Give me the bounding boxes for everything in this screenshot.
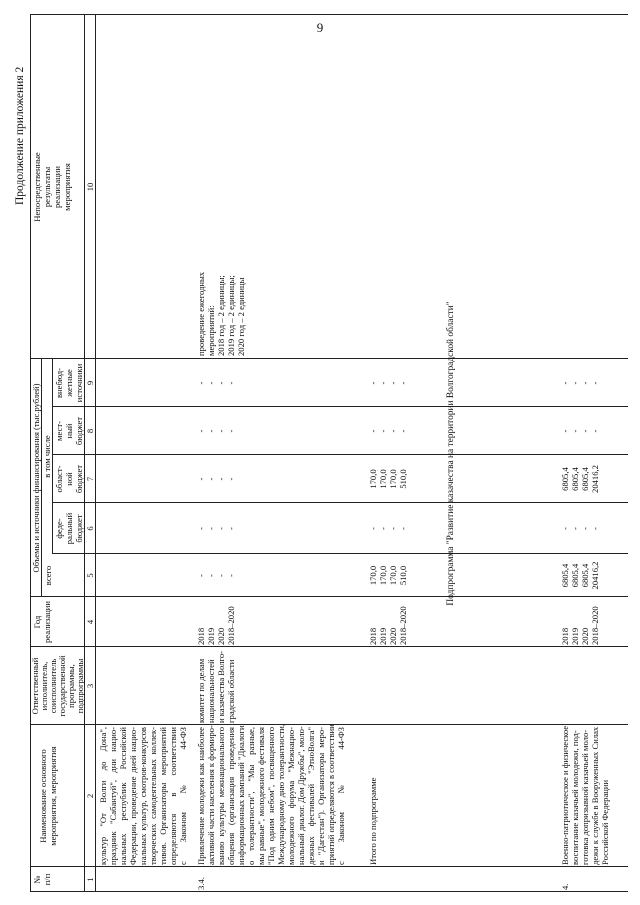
row-4-local-line: - [570,429,580,433]
prev-row-name-line: творческих самодеятельных коллек- [148,727,158,865]
row-4-extra-line: - [570,381,580,385]
row-34-name-line: молодежного форума "Межнацио- [286,727,296,865]
rule [95,724,628,725]
header-year [32,597,52,647]
row-4-name-line: Российской Федерации [600,779,610,865]
row-34-result-line: 2020 год – 2 единицы [236,277,246,356]
row-34-local-line: - [216,429,226,433]
row-34-years-line: 2019 [206,627,216,645]
total-row-extra [368,359,408,407]
subprogram-title: Подпрограмма "Развитие казачества на территории Волгоградской области" [446,301,456,606]
row-4-extra-line: - [560,381,570,385]
column-number-1: 1 [85,877,95,882]
row-34-responsible-line: национальностей [206,659,216,723]
total-row-regional-line: 170,0 [378,469,388,489]
total-row-total-line: 170,0 [378,565,388,586]
row-34-responsible-line: комитет по делам [196,658,206,723]
header-responsible [31,647,85,725]
total-row-extra-line: - [378,381,388,385]
header-num-line: п/п [42,873,52,886]
row-34-name-line: общения (организация проведения [226,727,236,865]
header-federal-line: ральный [64,512,74,545]
total-row-local-line: - [378,429,388,433]
row-34-total-line: - [196,574,206,577]
row-4-total [560,554,600,597]
row-4-regional [560,455,600,503]
rule [95,14,628,15]
row-34-name-line: о толерантности", "Мы разные, [246,727,256,865]
total-row-regional-line: 170,0 [368,469,378,489]
header-local-line: ный [64,423,74,439]
row-34-result-line: проведение ежегодных [196,271,206,356]
row-4-name [560,727,610,865]
header-result-line: реализации [52,166,62,208]
total-row-regional [368,455,408,503]
row-34-local [196,407,236,455]
header-including: в том числе [42,435,52,478]
row-4-years-line: 2020 [580,627,590,645]
total-row-total-line: 510,0 [398,565,408,586]
row-34-total-line: - [206,574,216,577]
row-34-name-line: информационных кампаний "Диалоги [236,725,246,865]
header-volume: Объемы и источники финансирования (тыс.рублей) [31,383,41,573]
column-number-2: 2 [85,793,95,799]
header-federal-line: бюджет [74,514,84,543]
row-34-federal-line: - [196,527,206,530]
header-local [54,407,84,455]
header-federal-line: феде- [54,518,64,539]
prev-row-name-line: нальных культур, смотров-конкурсов [138,727,148,865]
prev-row-name [98,727,188,865]
total-row-local-line: - [388,429,398,433]
header-name [38,725,58,867]
header-responsible-line: Ответственный [30,657,40,715]
column-number-5: 5 [85,573,95,578]
row-34-regional-line: - [216,477,226,481]
column-number-3: 3 [85,683,95,689]
header-total: всего [43,565,53,586]
header-regional-line: бюджет [74,464,84,494]
total-row-years-line: 2020 [388,627,398,645]
row-34-years-line: 2020 [216,627,226,645]
header-responsible-line: подпрограммы [75,658,85,714]
row-34-name-line: Международному дню толерантности, [276,723,286,865]
total-row-extra-line: - [398,381,408,385]
row-4-local-line: - [580,429,590,433]
header-responsible-line: программы, [66,664,76,708]
row-4-total-line: 6805,4 [580,563,590,588]
header-result-line: результаты [42,166,52,208]
row-34-name-line: дежных фестивалей "ЭтноВолга" [306,727,316,865]
prev-row-name-line: праздник "Сабантуй", дни нацио- [108,727,118,865]
header-result [32,15,72,359]
row-34-regional-line: - [196,477,206,481]
header-year-line: реализации [42,601,52,643]
row-34-federal-line: - [206,527,216,530]
header-extra-line: источники [74,363,84,403]
header-responsible-line: государственной [57,655,67,717]
total-row-total [368,554,408,597]
header-extra-line: жетные [64,369,74,397]
total-row-local-line: - [398,429,408,433]
row-4-years-line: 2018–2020 [590,606,600,645]
row-4-total-line: 6805,4 [570,563,580,588]
total-row-federal-line: - [378,527,388,530]
header-local-line: бюджет [74,416,84,446]
row-4-extra-line: - [580,381,590,385]
row-34-regional-line: - [226,477,236,481]
column-number-9: 9 [85,380,95,386]
row-4-years [560,599,600,645]
row-34-total-line: - [226,574,236,577]
column-number-6: 6 [85,526,95,531]
row-34-result-line: 2018 год – 2 единицы; [216,275,226,356]
row-34-name-line: и "Дагестан"). Организаторы меро- [316,727,326,865]
header-regional-line: ной [64,472,74,486]
row-4-regional-line: 6805,4 [580,467,590,491]
continuation-label: Продолжение приложения 2 [14,66,26,205]
row-34-responsible [196,649,236,723]
total-row-years-line: 2018–2020 [398,606,408,645]
row-34-regional [196,455,236,503]
row-34-federal-line: - [216,527,226,530]
header-federal [54,503,84,554]
row-4-local-line: - [590,429,600,433]
rule [95,553,628,554]
row-34-total [196,554,236,597]
rule [95,454,628,455]
total-row-federal-line: - [388,527,398,530]
row-4-name-line: готовка допризывной казачьей моло- [580,729,590,865]
rule [95,596,628,597]
total-row-name: Итого по подпрограмме [368,777,378,865]
row-34-local-line: - [226,429,236,433]
row-34-federal-line: - [226,527,236,530]
total-row-federal [368,503,408,554]
row-4-federal-line: - [580,527,590,530]
row-4-regional-line: 20416,2 [590,465,600,493]
row-34-federal [196,503,236,554]
prev-row-name-line: тивов. Организаторы мероприятий [158,727,168,865]
rule [95,646,628,647]
rule [95,866,628,867]
row-34-name [196,723,346,865]
row-34-name-line: с Законом № 44-ФЗ [336,727,346,865]
total-row-regional-line: 510,0 [398,469,408,489]
row-4-name-line: воспитание казачьей молодежи, под- [570,730,580,865]
row-34-years-line: 2018 [196,627,206,645]
total-row-local [368,407,408,455]
total-row-years-line: 2018 [368,627,378,645]
row-34-result-line: 2019 год – 2 единицы; [226,275,236,356]
row-34-extra [196,359,236,407]
prev-row-name-line: определяются в соответствии [168,727,178,865]
row-34-local-line: - [196,429,206,433]
header-result-line: мероприятия [62,163,72,211]
row-34-extra-line: - [206,381,216,385]
row-4-name-line: Военно-патриотическое и физическое [560,725,570,865]
prev-row-name-line: культур "От Волги до Дона", [98,727,108,865]
total-row-federal-line: - [368,527,378,530]
row-4-federal-line: - [570,527,580,530]
total-row-extra-line: - [368,381,378,385]
total-row-total-line: 170,0 [388,565,398,586]
row-34-name-line: мы равные", молодежного фестиваля [256,727,266,865]
row-4-num: 4. [560,883,570,890]
row-34-extra-line: - [196,381,206,385]
header-responsible-line: соисполнитель [48,658,58,714]
total-row-federal-line: - [398,527,408,530]
column-number-8: 8 [85,428,95,434]
header-name-line: Наименование основного [38,749,48,843]
row-4-federal-line: - [590,527,600,530]
total-row-regional-line: 170,0 [388,469,398,489]
row-4-regional-line: 6805,4 [560,467,570,491]
row-4-total-line: 6805,4 [560,563,570,588]
row-34-name-line: приятий определяются в соответствии [326,724,336,865]
row-4-federal [560,503,600,554]
row-34-name-line: нальный диалог. Дом Дружбы", моло- [296,726,306,865]
rule [95,406,628,407]
prev-row-name-line: нальных республик Российской [118,727,128,865]
row-34-local-line: - [206,429,216,433]
row-4-years-line: 2019 [570,627,580,645]
header-regional [54,455,84,503]
row-34-result [196,18,246,356]
prev-row-name-line: с Законом № 44-ФЗ [178,727,188,865]
row-34-name-line: активной части населения к формиро- [206,725,216,865]
header-extra [54,359,84,407]
total-row-years-line: 2019 [378,627,388,645]
row-4-federal-line: - [560,527,570,530]
row-4-local [560,407,600,455]
row-4-name-line: дежи к службе в Вооруженных Силах [590,726,600,865]
header-num-line: № [32,875,42,884]
header-local-line: мест- [54,421,64,441]
row-34-extra-line: - [226,381,236,385]
row-34-total-line: - [216,574,226,577]
header-responsible-line: исполнитель, [39,661,49,711]
row-34-num: 3.4. [196,877,206,890]
row-34-result-line: мероприятий: [206,305,216,356]
rule [95,502,628,503]
header-regional-line: област- [54,465,64,493]
row-4-extra-line: - [590,381,600,385]
row-34-years-line: 2018–2020 [226,606,236,645]
page-number: 9 [316,20,324,35]
row-34-name-line: "Под одним небом", посвященного [266,727,276,865]
row-34-responsible-line: градской области [226,659,236,723]
header-num [32,867,52,892]
column-number-7: 7 [85,476,95,482]
rule [52,359,53,554]
header-year-line: Год [32,615,42,629]
row-4-local-line: - [560,429,570,433]
row-4-regional-line: 6805,4 [570,467,580,491]
column-number-10: 10 [85,182,95,192]
total-row-local-line: - [368,429,378,433]
row-34-years [196,599,236,645]
prev-row-name-line: Федерации, проведение дней нацио- [128,727,138,865]
row-34-name-line: Привлечение молодежи как наиболее [196,727,206,865]
row-4-years-line: 2018 [560,627,570,645]
header-extra-line: внебюд- [54,367,64,399]
total-row-years [368,599,408,645]
header-name-line: мероприятия, мероприятия [48,746,58,846]
row-34-regional-line: - [206,477,216,481]
total-row-extra-line: - [388,381,398,385]
rule [95,358,628,359]
column-number-4: 4 [85,619,95,625]
row-34-extra-line: - [216,381,226,385]
total-row-total-line: 170,0 [368,565,378,586]
row-4-total-line: 20416,2 [590,561,600,590]
header-result-line: Непосредственные [32,152,42,222]
rule [95,891,628,892]
row-4-extra [560,359,600,407]
row-34-name-line: ванию культуры межнационального [216,727,226,865]
row-34-responsible-line: и казачества Волго- [216,651,226,723]
